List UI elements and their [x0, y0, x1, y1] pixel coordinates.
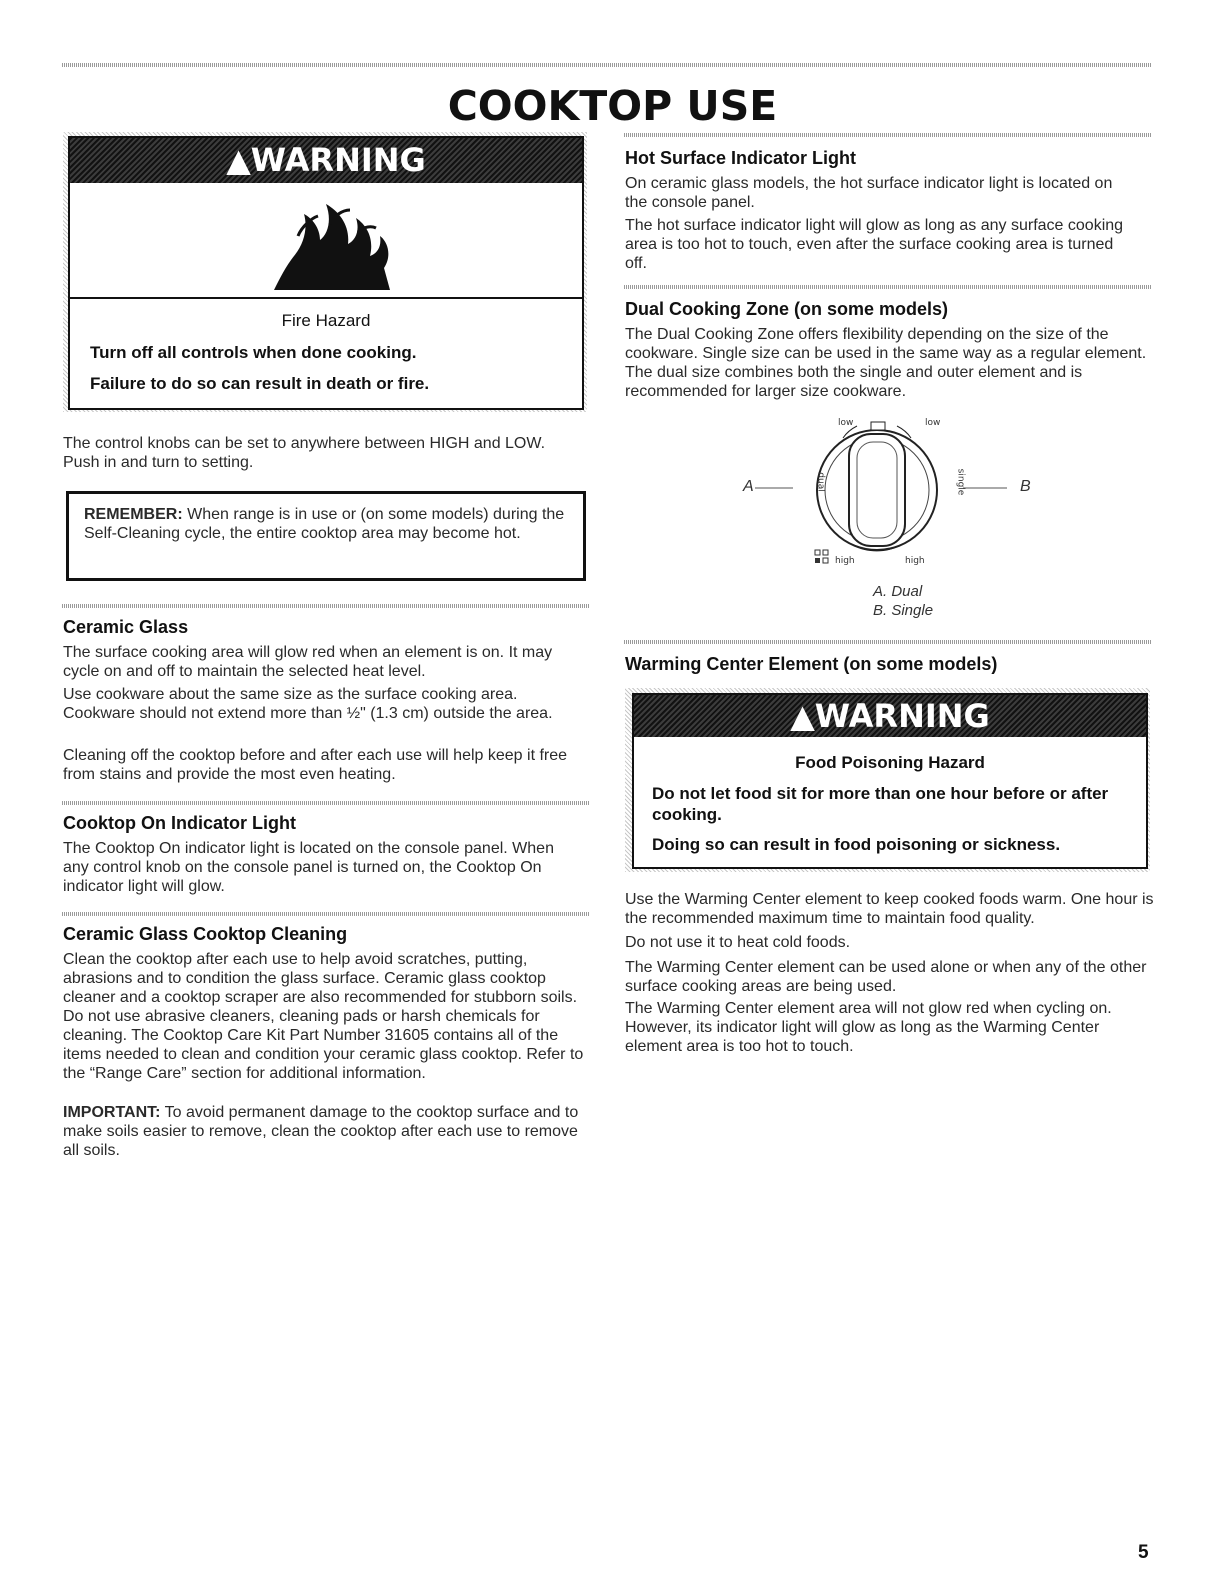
warming-p2: Do not use it to heat cold foods.: [625, 934, 851, 951]
ceramic-glass-p2: Use cookware about the same size as the surface cooking area. Cookware should not extend more than ½" (1.3 cm) outside the area.: [63, 686, 553, 722]
top-rule: [62, 63, 1152, 67]
knob-illustration: [735, 412, 1045, 577]
cleaning-p1: Clean the cooktop after each use to help avoid scratches, putting, abrasions and to condition the glass surface. Ceramic glass cooktop cleaner and a cooktop scraper are also recommended for stubborn soils. Do not use abrasive cleaners, cleaning pads or harsh chemicals for cleaning. The Cooktop Care Kit Part Number 31605 contains all of the items needed to clean and condition your ceramic glass cooktop. Refer to the “Range Care” section for additional information.: [63, 951, 584, 1082]
dual-zone-rule: [624, 285, 1152, 289]
cooktop-on-p1: The Cooktop On indicator light is located on the console panel. When any control knob on the console panel is turned on, the Cooktop On indicator light will glow.: [63, 840, 554, 895]
cooktop-on-heading: Cooktop On Indicator Light: [63, 813, 296, 833]
dual-zone-p1: The Dual Cooking Zone offers flexibility depending on the size of the cookware. Single size can be used in the same way as a regular element. The dual size combines both the single and outer element and is recommended for larger size cookware.: [625, 326, 1147, 400]
caption-a: A. Dual: [873, 583, 923, 600]
dual-knob-diagram: [735, 412, 1045, 577]
warning-label: WARNING: [250, 141, 426, 179]
ceramic-glass-rule: [62, 604, 590, 608]
ceramic-glass-heading: Ceramic Glass: [63, 617, 189, 637]
warning-divider: [70, 297, 582, 299]
hot-surface-heading: Hot Surface Indicator Light: [625, 148, 857, 168]
intro-text: The control knobs can be set to anywhere between HIGH and LOW. Push in and turn to setting.: [63, 435, 546, 471]
cleaning-important: [63, 1103, 588, 1160]
knob-low-right: low: [925, 418, 941, 428]
fire-hazard-title: Fire Hazard: [281, 311, 371, 330]
fire-warning-line1: Turn off all controls when done cooking.: [90, 343, 417, 362]
knob-label-b: B: [1020, 478, 1031, 495]
cleaning-heading: Ceramic Glass Cooktop Cleaning: [63, 924, 348, 944]
hot-surface-p2: The hot surface indicator light will glow as long as any surface cooking area is too hot to touch, even after the surface cooking area is turned off.: [625, 217, 1124, 272]
important-label: IMPORTANT:: [63, 1104, 161, 1121]
warning-triangle-icon: ▲: [226, 141, 251, 179]
food-warning-header: [634, 695, 1146, 737]
cooktop-on-rule: [62, 801, 590, 805]
knob-high-right: high: [905, 556, 925, 566]
knob-high-left: high: [835, 556, 855, 566]
food-warning-box: [632, 693, 1148, 869]
knob-dual-label: dual: [815, 472, 826, 492]
knob-single-label: single: [955, 468, 966, 496]
warning-triangle-icon: ▲: [790, 697, 815, 735]
page-title: COOKTOP USE: [447, 82, 778, 130]
remember-label: REMEMBER:: [84, 506, 183, 523]
warming-p1: Use the Warming Center element to keep cooked foods warm. One hour is the recommended maximum time to maintain food quality.: [625, 891, 1154, 927]
warming-heading: Warming Center Element (on some models): [625, 654, 998, 674]
food-warning-label: WARNING: [814, 697, 990, 735]
ceramic-glass-p3: Cleaning off the cooktop before and after each use will help keep it free from stains and provide the most even heating.: [63, 747, 568, 783]
warming-p4: The Warming Center element area will not glow red when cycling on. However, its indicator light will glow as long as the Warming Center element area is too hot to touch.: [625, 1000, 1112, 1055]
warming-p3: The Warming Center element can be used alone or when any of the other surface cooking areas are being used.: [625, 959, 1147, 995]
warming-rule: [624, 640, 1152, 644]
remember-text: [84, 505, 574, 543]
dual-zone-heading: Dual Cooking Zone (on some models): [625, 299, 949, 319]
food-warning-line1: Do not let food sit for more than one hour before or after cooking.: [652, 784, 1109, 824]
ceramic-glass-p1: The surface cooking area will glow red when an element is on. It may cycle on and off to maintain the selected heat level.: [63, 644, 553, 680]
fire-icon: [272, 196, 392, 292]
important-body: To avoid permanent damage to the cooktop surface and to make soils easier to remove, clean the cooktop after each use to remove all soils.: [63, 1104, 579, 1159]
knob-low-left: low: [838, 418, 854, 428]
hot-surface-rule: [624, 133, 1152, 137]
page-number: 5: [1138, 1542, 1149, 1563]
fire-warning-box: [68, 136, 584, 410]
food-warning-line2: Doing so can result in food poisoning or sickness.: [652, 835, 1061, 854]
remember-body: When range is in use or (on some models) during the Self-Cleaning cycle, the entire cooktop area may become hot.: [84, 506, 565, 542]
caption-b: B. Single: [873, 602, 934, 619]
warning-header: [70, 138, 582, 183]
cleaning-rule: [62, 912, 590, 916]
food-hazard-title: Food Poisoning Hazard: [795, 753, 985, 772]
fire-warning-line2: Failure to do so can result in death or fire.: [90, 374, 430, 393]
knob-label-a: A: [743, 478, 754, 495]
hot-surface-p1: On ceramic glass models, the hot surface indicator light is located on the console panel.: [625, 175, 1113, 211]
